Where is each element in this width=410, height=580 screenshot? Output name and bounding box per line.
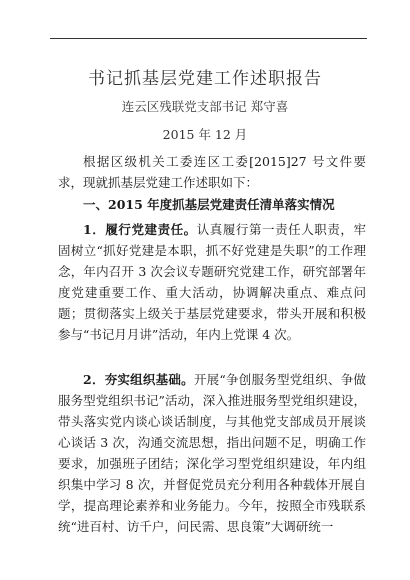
section-heading: 一、2015 年度抓基层党建责任清单落实情况 [83, 197, 335, 212]
document-author: 连云区残联党支部书记 郑守喜 [121, 99, 289, 114]
item2-paragraph [58, 369, 366, 537]
document-date: 2015 年 12 月 [162, 127, 248, 142]
intro-paragraph: 根据区级机关工委连区工委[2015]27 号文件要求，现就抓基层党建工作述职如下： [58, 154, 366, 190]
item1-paragraph [58, 219, 366, 345]
header-rule [50, 38, 367, 39]
item2-text: 开展“争创服务型党组织、争做服务型党组织书记”活动，深入推进服务型党组织建设，带头落实党内谈心谈话制度，与其他党支部成员开展谈心谈话 3 次，沟通交流思想，指出问题不足，明确工作要求，加强班子团结；深化学习型党组织建设，年内组织集中学习 8 次，并督促党员充分利用各种载体开展自学，提高理论素养和业务能力。今年，按照全市残联系统“进百村、访千户，问民需、思良策”大调研统一 [58, 372, 366, 534]
document-title: 书记抓基层党建工作述职报告 [88, 69, 322, 89]
item2-lead: 2．夯实组织基础。 [83, 372, 194, 387]
item1-text: 认真履行第一责任人职责，牢固树立“抓好党建是本职，抓不好党建是失职”的工作理念，年内召开 3 次会议专题研究党建工作，研究部署年度党建重要工作、重大活动，协调解决重点、难点问题；贯彻落实上级关于基层党建要求，带头开展和积极参与“书记月月讲”活动，年内上党课 4 次。 [58, 222, 366, 342]
item1-lead: 1．履行党建责任。 [83, 222, 197, 237]
